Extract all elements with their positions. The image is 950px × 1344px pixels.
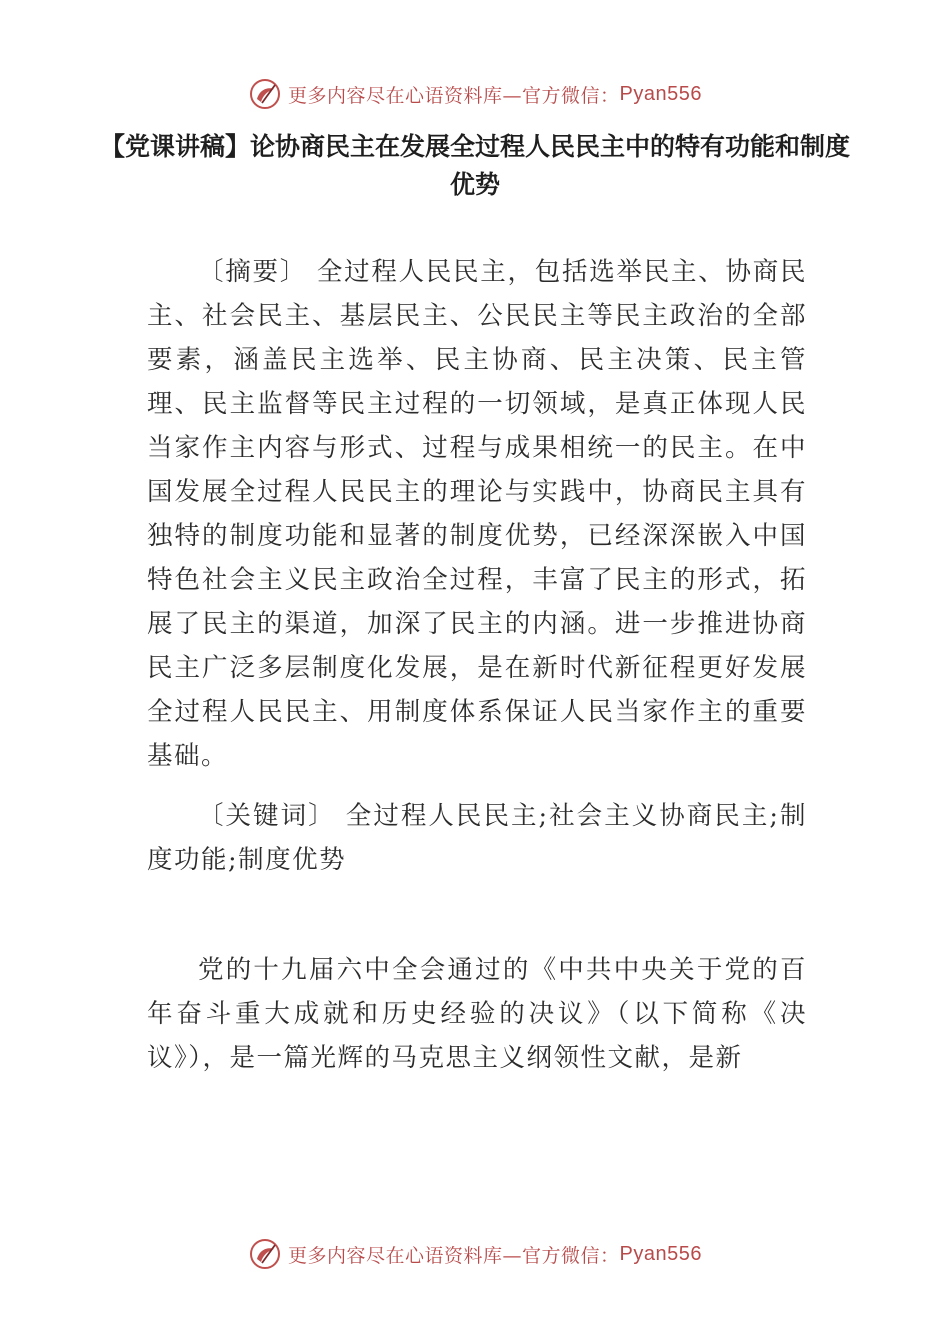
keywords-label: 〔关键词〕 [198,801,336,831]
watermark-text: 更多内容尽在心语资料库—官方微信： [288,1244,620,1267]
footer-watermark [0,1234,950,1274]
document-title: 【党课讲稿】论协商民主在发展全过程人民民主中的特有功能和制度优势 [100,132,851,199]
logo-icon [248,1237,282,1271]
wechat-id: Pyan556 [619,1242,702,1265]
watermark-text: 更多内容尽在心语资料库—官方微信： [288,84,620,107]
keywords-paragraph [147,794,807,882]
abstract-label: 〔摘要〕 [198,257,307,287]
logo-icon [248,77,282,111]
body-paragraph: 党的十九届六中全会通过的《中共中央关于党的百年奋斗重大成就和历史经验的决议》（以下简称《决议》），是一篇光辉的马克思主义纲领性文献，是新 [147,955,807,1073]
header-watermark [0,74,950,114]
wechat-id: Pyan556 [619,82,702,105]
abstract-paragraph [147,250,807,778]
keywords-text: 全过程人民民主;社会主义协商民主;制度功能;制度优势 [147,801,807,875]
abstract-text: 全过程人民民主，包括选举民主、协商民主、社会民主、基层民主、公民民主等民主政治的全部要素，涵盖民主选举、民主协商、民主决策、民主管理、民主监督等民主过程的一切领域，是真正体现人民当家作主内容与形式、过程与成果相统一的民主。在中国发展全过程人民民主的理论与实践中，协商民主具有独特的制度功能和显著的制度优势，已经深深嵌入中国特色社会主义民主政治全过程，丰富了民主的形式，拓展了民主的渠道，加深了民主的内涵。进一步推进协商民主广泛多层制度化发展，是在新时代新征程更好发展全过程人民民主、用制度体系保证人民当家作主的重要基础。 [147,257,807,771]
